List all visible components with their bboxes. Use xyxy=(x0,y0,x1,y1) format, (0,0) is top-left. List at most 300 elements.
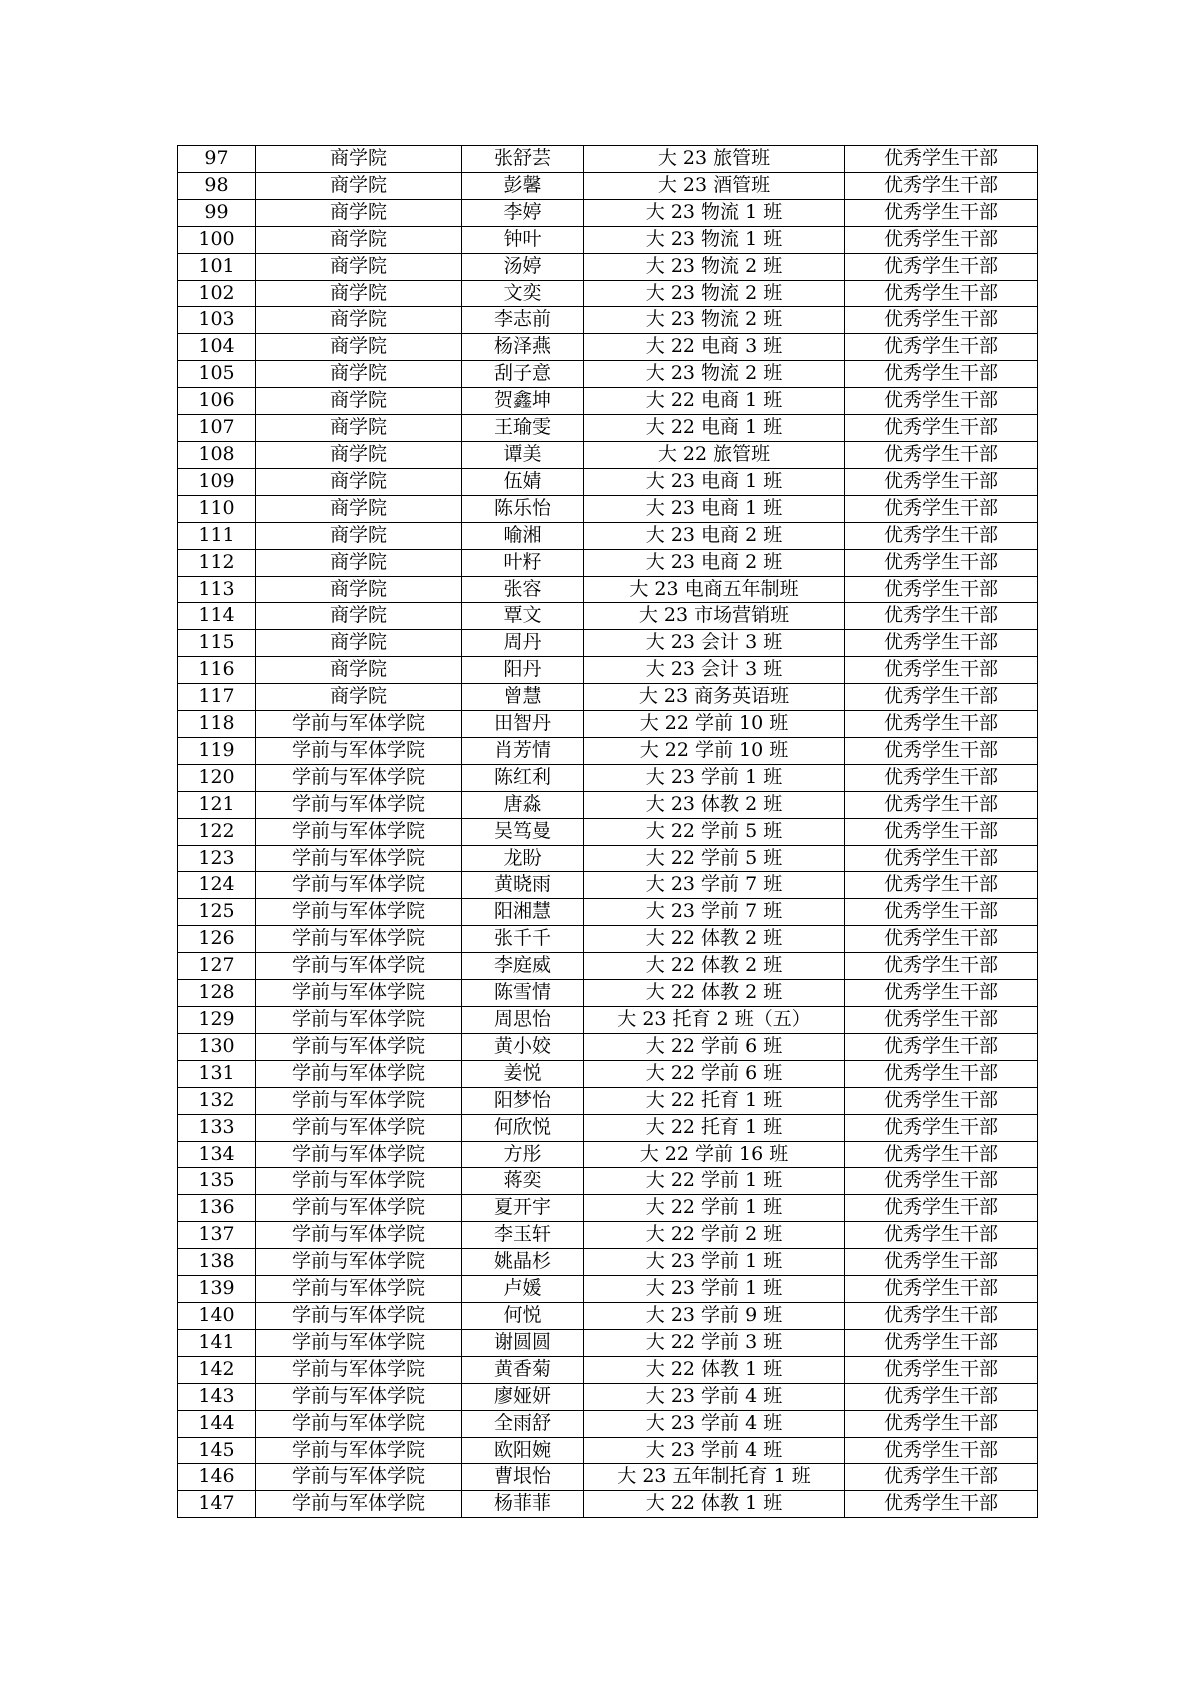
college-cell: 商学院 xyxy=(256,549,462,576)
award-cell: 优秀学生干部 xyxy=(845,1491,1038,1518)
award-cell: 优秀学生干部 xyxy=(845,845,1038,872)
class-cell: 大 23 电商 1 班 xyxy=(584,468,845,495)
college-cell: 商学院 xyxy=(256,603,462,630)
row-number: 100 xyxy=(178,226,256,253)
table-row xyxy=(178,1168,1038,1195)
student-name-cell: 李玉轩 xyxy=(462,1222,584,1249)
college-cell: 商学院 xyxy=(256,495,462,522)
class-cell: 大 23 托育 2 班（五） xyxy=(584,1007,845,1034)
table-row xyxy=(178,1195,1038,1222)
row-number: 111 xyxy=(178,522,256,549)
student-name-cell: 叶籽 xyxy=(462,549,584,576)
student-name-cell: 李庭威 xyxy=(462,953,584,980)
table-row xyxy=(178,1437,1038,1464)
table-row xyxy=(178,253,1038,280)
class-cell: 大 23 物流 2 班 xyxy=(584,361,845,388)
student-name-cell: 陈红利 xyxy=(462,764,584,791)
student-name-cell: 阳梦怡 xyxy=(462,1087,584,1114)
class-cell: 大 22 旅管班 xyxy=(584,441,845,468)
row-number: 116 xyxy=(178,657,256,684)
row-number: 136 xyxy=(178,1195,256,1222)
table-row xyxy=(178,1302,1038,1329)
college-cell: 商学院 xyxy=(256,576,462,603)
award-cell: 优秀学生干部 xyxy=(845,1222,1038,1249)
award-cell: 优秀学生干部 xyxy=(845,791,1038,818)
college-cell: 学前与军体学院 xyxy=(256,899,462,926)
table-row xyxy=(178,576,1038,603)
student-name-cell: 阳丹 xyxy=(462,657,584,684)
college-cell: 学前与军体学院 xyxy=(256,1437,462,1464)
student-name-cell: 曹垠怡 xyxy=(462,1464,584,1491)
class-cell: 大 22 学前 10 班 xyxy=(584,711,845,738)
student-name-cell: 覃文 xyxy=(462,603,584,630)
table-row xyxy=(178,980,1038,1007)
table-row xyxy=(178,468,1038,495)
award-cell: 优秀学生干部 xyxy=(845,522,1038,549)
student-name-cell: 李志前 xyxy=(462,307,584,334)
student-name-cell: 彭馨 xyxy=(462,172,584,199)
class-cell: 大 22 学前 10 班 xyxy=(584,737,845,764)
student-name-cell: 文奕 xyxy=(462,280,584,307)
row-number: 129 xyxy=(178,1007,256,1034)
row-number: 126 xyxy=(178,926,256,953)
award-cell: 优秀学生干部 xyxy=(845,1168,1038,1195)
row-number: 134 xyxy=(178,1141,256,1168)
row-number: 130 xyxy=(178,1033,256,1060)
class-cell: 大 23 物流 2 班 xyxy=(584,307,845,334)
table-row xyxy=(178,1141,1038,1168)
table-row xyxy=(178,1060,1038,1087)
student-name-cell: 姚晶杉 xyxy=(462,1249,584,1276)
row-number: 131 xyxy=(178,1060,256,1087)
row-number: 135 xyxy=(178,1168,256,1195)
student-name-cell: 杨菲菲 xyxy=(462,1491,584,1518)
award-cell: 优秀学生干部 xyxy=(845,361,1038,388)
class-cell: 大 23 学前 7 班 xyxy=(584,899,845,926)
award-cell: 优秀学生干部 xyxy=(845,280,1038,307)
college-cell: 商学院 xyxy=(256,172,462,199)
table-row xyxy=(178,441,1038,468)
award-cell: 优秀学生干部 xyxy=(845,737,1038,764)
table-row xyxy=(178,1222,1038,1249)
class-cell: 大 22 体教 2 班 xyxy=(584,926,845,953)
student-name-cell: 卢媛 xyxy=(462,1276,584,1303)
college-cell: 学前与军体学院 xyxy=(256,1087,462,1114)
table-row xyxy=(178,415,1038,442)
award-cell: 优秀学生干部 xyxy=(845,226,1038,253)
table-row xyxy=(178,711,1038,738)
student-name-cell: 黄晓雨 xyxy=(462,872,584,899)
row-number: 97 xyxy=(178,146,256,173)
college-cell: 商学院 xyxy=(256,334,462,361)
row-number: 101 xyxy=(178,253,256,280)
table-row xyxy=(178,1491,1038,1518)
student-name-cell: 谢圆圆 xyxy=(462,1329,584,1356)
college-cell: 商学院 xyxy=(256,388,462,415)
student-name-cell: 张容 xyxy=(462,576,584,603)
row-number: 142 xyxy=(178,1356,256,1383)
class-cell: 大 22 学前 1 班 xyxy=(584,1195,845,1222)
class-cell: 大 22 体教 1 班 xyxy=(584,1491,845,1518)
college-cell: 商学院 xyxy=(256,441,462,468)
class-cell: 大 22 托育 1 班 xyxy=(584,1114,845,1141)
college-cell: 学前与军体学院 xyxy=(256,1033,462,1060)
class-cell: 大 23 体教 2 班 xyxy=(584,791,845,818)
row-number: 132 xyxy=(178,1087,256,1114)
table-row xyxy=(178,1383,1038,1410)
college-cell: 学前与军体学院 xyxy=(256,1168,462,1195)
college-cell: 学前与军体学院 xyxy=(256,1276,462,1303)
row-number: 108 xyxy=(178,441,256,468)
college-cell: 学前与军体学院 xyxy=(256,845,462,872)
table-row xyxy=(178,1410,1038,1437)
student-name-cell: 欧阳婉 xyxy=(462,1437,584,1464)
table-row xyxy=(178,1329,1038,1356)
student-name-cell: 李婷 xyxy=(462,199,584,226)
college-cell: 商学院 xyxy=(256,468,462,495)
college-cell: 学前与军体学院 xyxy=(256,1007,462,1034)
row-number: 125 xyxy=(178,899,256,926)
award-cell: 优秀学生干部 xyxy=(845,1276,1038,1303)
award-cell: 优秀学生干部 xyxy=(845,1087,1038,1114)
table-row xyxy=(178,1007,1038,1034)
award-cell: 优秀学生干部 xyxy=(845,253,1038,280)
college-cell: 学前与军体学院 xyxy=(256,953,462,980)
award-cell: 优秀学生干部 xyxy=(845,495,1038,522)
award-cell: 优秀学生干部 xyxy=(845,1356,1038,1383)
award-cell: 优秀学生干部 xyxy=(845,818,1038,845)
table-row xyxy=(178,172,1038,199)
row-number: 107 xyxy=(178,415,256,442)
class-cell: 大 23 商务英语班 xyxy=(584,684,845,711)
row-number: 106 xyxy=(178,388,256,415)
award-cell: 优秀学生干部 xyxy=(845,1060,1038,1087)
row-number: 141 xyxy=(178,1329,256,1356)
row-number: 110 xyxy=(178,495,256,522)
award-cell: 优秀学生干部 xyxy=(845,146,1038,173)
award-cell: 优秀学生干部 xyxy=(845,1141,1038,1168)
student-name-cell: 张舒芸 xyxy=(462,146,584,173)
college-cell: 商学院 xyxy=(256,146,462,173)
table-row xyxy=(178,361,1038,388)
college-cell: 商学院 xyxy=(256,280,462,307)
table-row xyxy=(178,1087,1038,1114)
student-name-cell: 刮子意 xyxy=(462,361,584,388)
student-name-cell: 周思怡 xyxy=(462,1007,584,1034)
row-number: 133 xyxy=(178,1114,256,1141)
class-cell: 大 22 学前 2 班 xyxy=(584,1222,845,1249)
row-number: 138 xyxy=(178,1249,256,1276)
table-row xyxy=(178,657,1038,684)
award-cell: 优秀学生干部 xyxy=(845,764,1038,791)
class-cell: 大 22 体教 2 班 xyxy=(584,953,845,980)
award-cell: 优秀学生干部 xyxy=(845,549,1038,576)
college-cell: 商学院 xyxy=(256,226,462,253)
award-cell: 优秀学生干部 xyxy=(845,953,1038,980)
award-cell: 优秀学生干部 xyxy=(845,441,1038,468)
row-number: 147 xyxy=(178,1491,256,1518)
row-number: 103 xyxy=(178,307,256,334)
college-cell: 学前与军体学院 xyxy=(256,1249,462,1276)
row-number: 119 xyxy=(178,737,256,764)
award-cell: 优秀学生干部 xyxy=(845,872,1038,899)
class-cell: 大 22 电商 1 班 xyxy=(584,415,845,442)
award-cell: 优秀学生干部 xyxy=(845,199,1038,226)
student-name-cell: 钟叶 xyxy=(462,226,584,253)
row-number: 139 xyxy=(178,1276,256,1303)
table-row xyxy=(178,1114,1038,1141)
award-cell: 优秀学生干部 xyxy=(845,1437,1038,1464)
class-cell: 大 23 会计 3 班 xyxy=(584,630,845,657)
table-row xyxy=(178,1249,1038,1276)
roster-body xyxy=(178,146,1038,1518)
student-name-cell: 汤婷 xyxy=(462,253,584,280)
award-cell: 优秀学生干部 xyxy=(845,1249,1038,1276)
college-cell: 学前与军体学院 xyxy=(256,1222,462,1249)
class-cell: 大 23 五年制托育 1 班 xyxy=(584,1464,845,1491)
class-cell: 大 23 学前 4 班 xyxy=(584,1437,845,1464)
table-row xyxy=(178,872,1038,899)
table-row xyxy=(178,737,1038,764)
student-name-cell: 唐淼 xyxy=(462,791,584,818)
class-cell: 大 23 学前 4 班 xyxy=(584,1410,845,1437)
class-cell: 大 23 学前 1 班 xyxy=(584,764,845,791)
college-cell: 学前与军体学院 xyxy=(256,926,462,953)
row-number: 105 xyxy=(178,361,256,388)
row-number: 98 xyxy=(178,172,256,199)
college-cell: 学前与军体学院 xyxy=(256,1302,462,1329)
row-number: 127 xyxy=(178,953,256,980)
student-name-cell: 蒋奕 xyxy=(462,1168,584,1195)
student-name-cell: 肖芳情 xyxy=(462,737,584,764)
table-row xyxy=(178,199,1038,226)
student-name-cell: 阳湘慧 xyxy=(462,899,584,926)
table-row xyxy=(178,1356,1038,1383)
student-name-cell: 方彤 xyxy=(462,1141,584,1168)
award-cell: 优秀学生干部 xyxy=(845,1329,1038,1356)
award-cell: 优秀学生干部 xyxy=(845,334,1038,361)
student-name-cell: 何悦 xyxy=(462,1302,584,1329)
award-cell: 优秀学生干部 xyxy=(845,1302,1038,1329)
student-name-cell: 王瑜雯 xyxy=(462,415,584,442)
college-cell: 学前与军体学院 xyxy=(256,737,462,764)
table-row xyxy=(178,307,1038,334)
row-number: 137 xyxy=(178,1222,256,1249)
table-row xyxy=(178,899,1038,926)
class-cell: 大 23 学前 9 班 xyxy=(584,1302,845,1329)
student-name-cell: 喻湘 xyxy=(462,522,584,549)
award-cell: 优秀学生干部 xyxy=(845,711,1038,738)
table-row xyxy=(178,764,1038,791)
college-cell: 商学院 xyxy=(256,657,462,684)
award-cell: 优秀学生干部 xyxy=(845,603,1038,630)
award-cell: 优秀学生干部 xyxy=(845,172,1038,199)
class-cell: 大 22 电商 1 班 xyxy=(584,388,845,415)
row-number: 109 xyxy=(178,468,256,495)
class-cell: 大 22 学前 6 班 xyxy=(584,1060,845,1087)
award-cell: 优秀学生干部 xyxy=(845,1033,1038,1060)
college-cell: 学前与军体学院 xyxy=(256,1491,462,1518)
student-name-cell: 何欣悦 xyxy=(462,1114,584,1141)
table-row xyxy=(178,845,1038,872)
college-cell: 商学院 xyxy=(256,361,462,388)
award-cell: 优秀学生干部 xyxy=(845,1410,1038,1437)
college-cell: 商学院 xyxy=(256,415,462,442)
row-number: 124 xyxy=(178,872,256,899)
college-cell: 商学院 xyxy=(256,630,462,657)
class-cell: 大 22 学前 5 班 xyxy=(584,845,845,872)
college-cell: 学前与军体学院 xyxy=(256,711,462,738)
class-cell: 大 23 会计 3 班 xyxy=(584,657,845,684)
row-number: 140 xyxy=(178,1302,256,1329)
award-cell: 优秀学生干部 xyxy=(845,657,1038,684)
row-number: 99 xyxy=(178,199,256,226)
college-cell: 学前与军体学院 xyxy=(256,1195,462,1222)
award-cell: 优秀学生干部 xyxy=(845,1007,1038,1034)
row-number: 114 xyxy=(178,603,256,630)
row-number: 120 xyxy=(178,764,256,791)
class-cell: 大 23 电商 2 班 xyxy=(584,549,845,576)
table-row xyxy=(178,603,1038,630)
row-number: 146 xyxy=(178,1464,256,1491)
class-cell: 大 23 学前 1 班 xyxy=(584,1276,845,1303)
table-row xyxy=(178,388,1038,415)
student-name-cell: 黄香菊 xyxy=(462,1356,584,1383)
award-cell: 优秀学生干部 xyxy=(845,415,1038,442)
row-number: 117 xyxy=(178,684,256,711)
student-name-cell: 吴笃曼 xyxy=(462,818,584,845)
award-cell: 优秀学生干部 xyxy=(845,388,1038,415)
table-row xyxy=(178,630,1038,657)
table-row xyxy=(178,146,1038,173)
college-cell: 学前与军体学院 xyxy=(256,980,462,1007)
table-row xyxy=(178,226,1038,253)
table-row xyxy=(178,1464,1038,1491)
table-row xyxy=(178,1033,1038,1060)
student-name-cell: 姜悦 xyxy=(462,1060,584,1087)
award-cell: 优秀学生干部 xyxy=(845,468,1038,495)
college-cell: 学前与军体学院 xyxy=(256,1383,462,1410)
college-cell: 学前与军体学院 xyxy=(256,1329,462,1356)
award-cell: 优秀学生干部 xyxy=(845,307,1038,334)
award-cell: 优秀学生干部 xyxy=(845,576,1038,603)
class-cell: 大 23 物流 1 班 xyxy=(584,199,845,226)
table-row xyxy=(178,926,1038,953)
row-number: 104 xyxy=(178,334,256,361)
student-name-cell: 田智丹 xyxy=(462,711,584,738)
row-number: 118 xyxy=(178,711,256,738)
award-cell: 优秀学生干部 xyxy=(845,980,1038,1007)
class-cell: 大 22 电商 3 班 xyxy=(584,334,845,361)
table-row xyxy=(178,953,1038,980)
class-cell: 大 22 学前 1 班 xyxy=(584,1168,845,1195)
table-row xyxy=(178,522,1038,549)
student-name-cell: 廖娅妍 xyxy=(462,1383,584,1410)
student-name-cell: 陈雪情 xyxy=(462,980,584,1007)
class-cell: 大 23 旅管班 xyxy=(584,146,845,173)
class-cell: 大 22 学前 3 班 xyxy=(584,1329,845,1356)
row-number: 102 xyxy=(178,280,256,307)
college-cell: 商学院 xyxy=(256,253,462,280)
row-number: 113 xyxy=(178,576,256,603)
student-name-cell: 谭美 xyxy=(462,441,584,468)
row-number: 123 xyxy=(178,845,256,872)
class-cell: 大 23 电商 1 班 xyxy=(584,495,845,522)
table-row xyxy=(178,280,1038,307)
student-name-cell: 杨泽燕 xyxy=(462,334,584,361)
row-number: 121 xyxy=(178,791,256,818)
college-cell: 学前与军体学院 xyxy=(256,1356,462,1383)
class-cell: 大 23 电商五年制班 xyxy=(584,576,845,603)
table-row xyxy=(178,334,1038,361)
class-cell: 大 22 学前 6 班 xyxy=(584,1033,845,1060)
college-cell: 学前与军体学院 xyxy=(256,872,462,899)
college-cell: 学前与军体学院 xyxy=(256,818,462,845)
award-cell: 优秀学生干部 xyxy=(845,926,1038,953)
class-cell: 大 22 学前 16 班 xyxy=(584,1141,845,1168)
class-cell: 大 23 学前 4 班 xyxy=(584,1383,845,1410)
college-cell: 商学院 xyxy=(256,522,462,549)
class-cell: 大 22 体教 2 班 xyxy=(584,980,845,1007)
table-row xyxy=(178,791,1038,818)
table-row xyxy=(178,818,1038,845)
row-number: 115 xyxy=(178,630,256,657)
class-cell: 大 22 体教 1 班 xyxy=(584,1356,845,1383)
row-number: 128 xyxy=(178,980,256,1007)
student-name-cell: 陈乐怡 xyxy=(462,495,584,522)
table-row xyxy=(178,549,1038,576)
class-cell: 大 23 电商 2 班 xyxy=(584,522,845,549)
class-cell: 大 23 学前 7 班 xyxy=(584,872,845,899)
class-cell: 大 23 物流 1 班 xyxy=(584,226,845,253)
student-name-cell: 夏开宇 xyxy=(462,1195,584,1222)
student-name-cell: 张千千 xyxy=(462,926,584,953)
table-row xyxy=(178,1276,1038,1303)
college-cell: 学前与军体学院 xyxy=(256,1410,462,1437)
row-number: 122 xyxy=(178,818,256,845)
award-cell: 优秀学生干部 xyxy=(845,684,1038,711)
class-cell: 大 23 市场营销班 xyxy=(584,603,845,630)
college-cell: 学前与军体学院 xyxy=(256,791,462,818)
student-name-cell: 伍婧 xyxy=(462,468,584,495)
row-number: 112 xyxy=(178,549,256,576)
student-name-cell: 龙盼 xyxy=(462,845,584,872)
award-cell: 优秀学生干部 xyxy=(845,1464,1038,1491)
student-name-cell: 全雨舒 xyxy=(462,1410,584,1437)
college-cell: 商学院 xyxy=(256,307,462,334)
student-name-cell: 周丹 xyxy=(462,630,584,657)
college-cell: 商学院 xyxy=(256,684,462,711)
class-cell: 大 23 物流 2 班 xyxy=(584,280,845,307)
student-name-cell: 曾慧 xyxy=(462,684,584,711)
college-cell: 商学院 xyxy=(256,199,462,226)
college-cell: 学前与军体学院 xyxy=(256,764,462,791)
row-number: 143 xyxy=(178,1383,256,1410)
college-cell: 学前与军体学院 xyxy=(256,1141,462,1168)
college-cell: 学前与军体学院 xyxy=(256,1464,462,1491)
college-cell: 学前与军体学院 xyxy=(256,1114,462,1141)
award-cell: 优秀学生干部 xyxy=(845,899,1038,926)
class-cell: 大 23 学前 1 班 xyxy=(584,1249,845,1276)
student-name-cell: 贺鑫坤 xyxy=(462,388,584,415)
row-number: 145 xyxy=(178,1437,256,1464)
table-row xyxy=(178,684,1038,711)
college-cell: 学前与军体学院 xyxy=(256,1060,462,1087)
class-cell: 大 22 学前 5 班 xyxy=(584,818,845,845)
award-cell: 优秀学生干部 xyxy=(845,1114,1038,1141)
award-roster-table xyxy=(177,145,1038,1518)
student-name-cell: 黄小姣 xyxy=(462,1033,584,1060)
